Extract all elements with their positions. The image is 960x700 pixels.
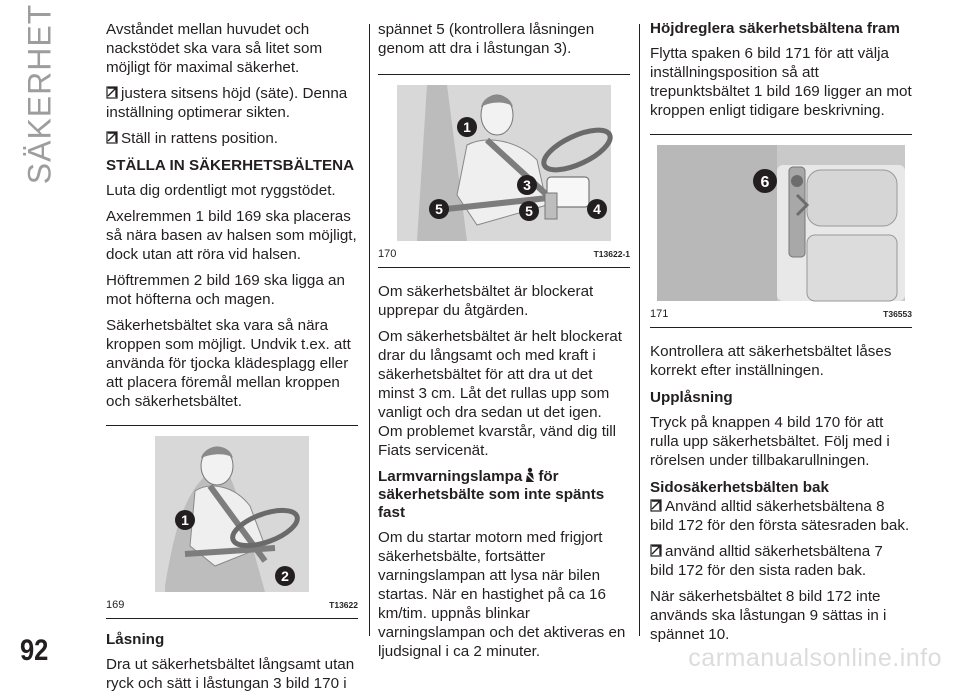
column-divider-1 [369, 24, 370, 636]
heading-text: Larmvarningslampa [378, 468, 523, 485]
paragraph: Säkerhetsbältet ska vara så nära kroppen som möjligt. Undvik t.ex. att använda för tjocka klädesplagg eller att placera föremål mellan kroppen och säkerhetsbältet. [106, 317, 351, 410]
paragraph: spännet 5 (kontrollera låsningen genom att dra i låstungan 3). [378, 21, 595, 57]
seatbelt-warning-icon [522, 467, 538, 483]
section-heading: Låsning [106, 631, 165, 648]
bullet-item [106, 129, 358, 148]
arrow-bullet-icon [106, 86, 119, 99]
callout-1: 1 [181, 512, 189, 528]
bullet-text: justera sitsens höjd (säte). Denna inställning optimerar sikten. [106, 85, 348, 121]
arrow-bullet-icon [650, 544, 663, 557]
column-1 [106, 20, 358, 700]
figure-number: 170 [378, 248, 397, 260]
bullet-item [650, 497, 912, 516]
paragraph: Tryck på knappen 4 bild 170 för att rulla upp säkerhetsbältet. Följ med i rörelsen under tillbakarullningen. [650, 414, 890, 469]
watermark: carmanualsonline.info [688, 644, 942, 672]
paragraph: Om du startar motorn med frigjort säkerhetsbälte, fortsätter varningslampan att lysa när bilen startas. När en hastighet på ca 16 km/tim. uppnås blinkar varningslampan och det aktiveras en ljudsignal i ca 2 minuter. [378, 529, 626, 660]
figure-code: T13622-1 [593, 249, 630, 259]
heading-text: för [538, 468, 559, 485]
figure-170 [378, 74, 630, 268]
figure-number: 169 [106, 599, 125, 611]
figure-caption [378, 241, 630, 268]
bullet-item [106, 84, 358, 122]
section-heading [378, 467, 630, 522]
paragraph: Om säkerhetsbältet är blockerat upprepar du åtgärden. [378, 283, 594, 319]
section-title [20, 3, 60, 185]
section-heading: Upplåsning [650, 389, 733, 406]
paragraph: Avståndet mellan huvudet och nackstödet ska vara så litet som möjligt för maximal säkerhet. [106, 21, 323, 76]
callout-6: 6 [760, 174, 770, 191]
callout-4: 4 [593, 201, 601, 217]
column-2 [378, 20, 630, 668]
heading-text: säkerhetsbälte som inte spänts fast [378, 486, 605, 521]
bullet-continuation: bild 172 för den sista raden bak. [650, 562, 867, 579]
figure-code: T13622 [329, 600, 358, 610]
arrow-bullet-icon [650, 499, 663, 512]
arrow-bullet-icon [106, 131, 119, 144]
callout-5: 5 [435, 201, 443, 217]
bullet-text: Använd alltid säkerhetsbältena 8 [665, 498, 885, 515]
paragraph: Flytta spaken 6 bild 171 för att välja inställningsposition så att trepunktsbältet 1 bild 169 ligger an mot kroppen enligt tidigare beskrivning. [650, 45, 912, 119]
column-divider-2 [639, 24, 640, 636]
section-heading: STÄLLA IN SÄKERHETSBÄLTENA [106, 157, 355, 174]
figure-number: 171 [650, 308, 669, 320]
figure-image [397, 85, 611, 241]
callout-2: 2 [281, 568, 289, 584]
paragraph: Om säkerhetsbältet är helt blockerat drar du långsamt och med kraft i säkerhetsbältet för att dra ut det minst 3 cm. Låt det rullas upp som vanligt och dra sedan ut det igen. Om problemet kvarstår, vänd dig till Fiats servicenät. [378, 328, 622, 459]
seatbelt-buckle-illustration [397, 85, 611, 241]
bullet-text: använd alltid säkerhetsbältena 7 [665, 543, 883, 560]
figure-caption [106, 592, 358, 619]
paragraph: Dra ut säkerhetsbältet långsamt utan ryck och sätt i låstungan 3 bild 170 i [106, 656, 355, 692]
driver-seatbelt-illustration [155, 436, 309, 592]
figure-171 [650, 134, 912, 328]
column-3 [650, 20, 912, 651]
figure-code: T36553 [883, 309, 912, 319]
paragraph: Kontrollera att säkerhetsbältet låses korrekt efter inställningen. [650, 343, 892, 379]
callout-3: 3 [523, 177, 531, 193]
figure-image [155, 436, 309, 592]
section-heading: Höjdreglera säkerhetsbältena fram [650, 20, 900, 37]
paragraph: Höftremmen 2 bild 169 ska ligga an mot höfterna och magen. [106, 272, 345, 308]
belt-height-adjuster-illustration [657, 145, 905, 301]
bullet-item [650, 542, 912, 561]
callout-1: 1 [463, 119, 471, 135]
section-heading: Sidosäkerhetsbälten bak [650, 479, 829, 496]
section-title-text: SÄKERHET [21, 3, 58, 185]
paragraph: När säkerhetsbältet 8 bild 172 inte används ska låstungan 9 sättas in i spännet 10. [650, 588, 887, 643]
figure-169 [106, 425, 358, 619]
figure-image [657, 145, 905, 301]
paragraph: Luta dig ordentligt mot ryggstödet. [106, 182, 336, 199]
figure-caption [650, 301, 912, 328]
paragraph: Axelremmen 1 bild 169 ska placeras så nära basen av halsen som möjligt, dock utan att röra vid halsen. [106, 208, 357, 263]
bullet-continuation: bild 172 för den första sätesraden bak. [650, 517, 910, 534]
callout-5: 5 [525, 203, 533, 219]
bullet-text: Ställ in rattens position. [121, 130, 279, 147]
page-number: 92 [20, 634, 49, 667]
